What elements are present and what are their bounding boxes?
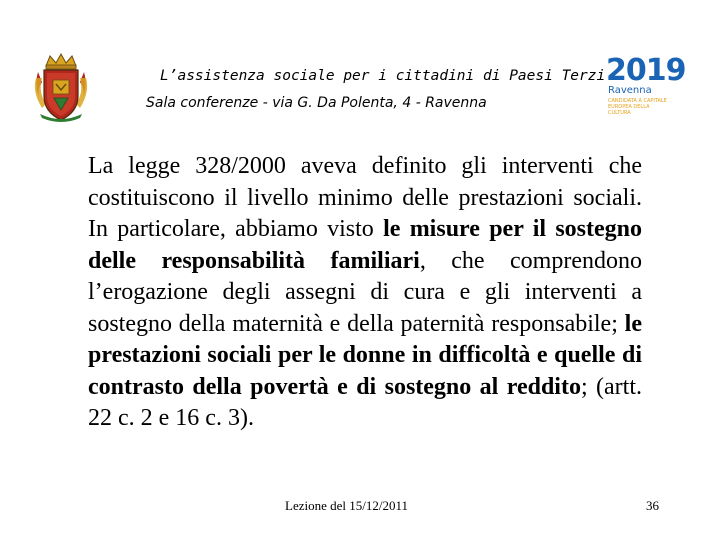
presentation-subtitle: Sala conferenze - via G. Da Polenta, 4 - Ravenna: [146, 95, 487, 111]
presentation-title: L’assistenza sociale per i cittadini di Paesi Terzi: [160, 68, 606, 84]
body-text-part: ; (artt. 22 c. 2 e 16 c. 3).: [88, 373, 642, 431]
slide-body-text: [88, 151, 642, 435]
body-text-part: La legge 328/2000 aveva definito gli interventi che costituiscono il livello minimo delle prestazioni sociali. In particolare, abbiamo visto: [88, 153, 642, 242]
body-bold-women-poverty: le prestazioni sociali per le donne in difficoltà e quelle di contrasto della povertà e di sostegno al reddito: [88, 310, 642, 400]
logo-tagline: CANDIDATA A CAPITALE EUROPEA DELLA CULTURA: [608, 98, 667, 116]
body-text-part: , che comprendono l’erogazione degli assegni di cura e gli interventi a sostegno della maternità e della paternità responsabile;: [88, 247, 642, 337]
logo-year: 2019: [606, 53, 686, 88]
ravenna-2019-logo: [604, 53, 686, 118]
city-crest-icon: [32, 52, 90, 124]
page-number: 36: [646, 498, 659, 513]
body-bold-family-support: le misure per il sostegno delle responsabilità familiari: [88, 216, 643, 274]
footer-lesson-date: Lezione del 15/12/2011: [285, 498, 408, 513]
logo-city: Ravenna: [608, 85, 652, 96]
